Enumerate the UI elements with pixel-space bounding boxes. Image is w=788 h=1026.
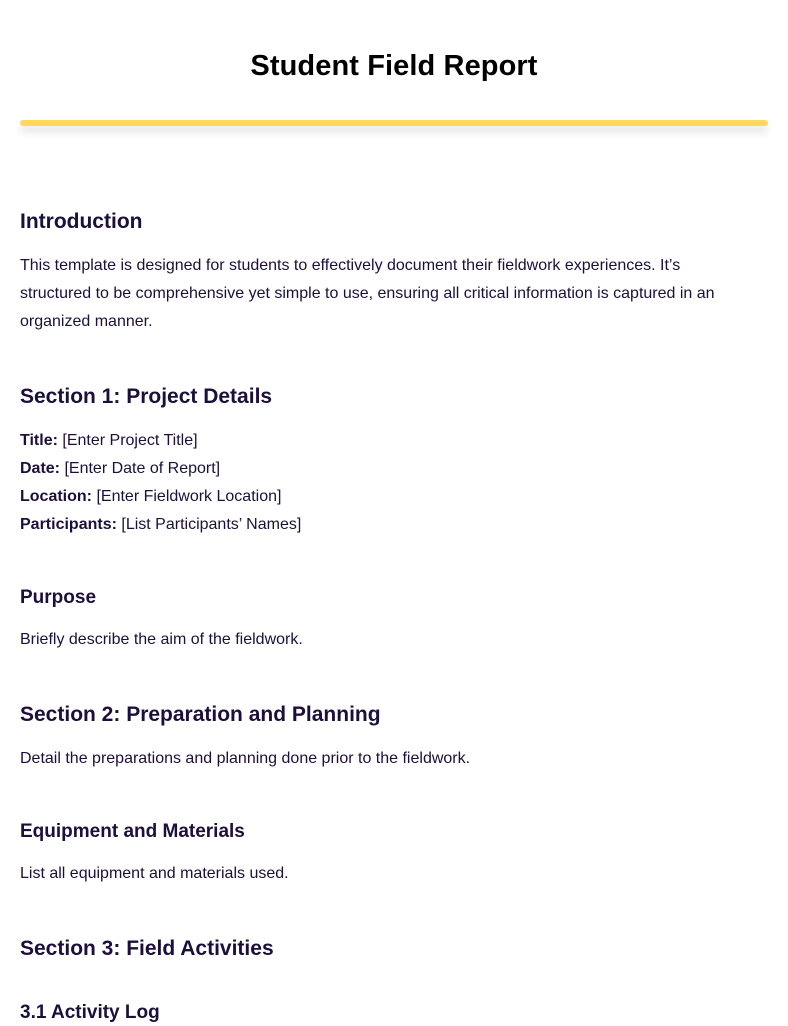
document-title: Student Field Report [250,50,538,82]
detail-row-participants [20,511,301,539]
project-details-list [20,427,301,539]
detail-row-location [20,483,301,511]
activity-log-heading: 3.1 Activity Log [20,1002,160,1023]
detail-label: Date: [20,460,61,477]
detail-value: [Enter Date of Report] [64,460,221,477]
detail-row-date [20,455,301,483]
section1-heading: Section 1: Project Details [20,385,273,408]
purpose-heading: Purpose [20,587,97,608]
detail-value: [Enter Fieldwork Location] [96,488,282,505]
detail-value: [List Participants’ Names] [121,516,302,533]
detail-label: Participants: [20,516,117,533]
equipment-text: List all equipment and materials used. [20,865,289,882]
section2-text: Detail the preparations and planning done prior to the fieldwork. [20,750,471,767]
introduction-heading: Introduction [20,210,143,233]
section2-heading: Section 2: Preparation and Planning [20,703,381,726]
detail-label: Location: [20,488,92,505]
detail-row-title [20,427,301,455]
section3-heading: Section 3: Field Activities [20,937,274,960]
introduction-text: This template is designed for students to effectively document their fieldwork experiences. It’s structured to be comprehensive yet simple to use, ensuring all critical information is captured in an organized manner. [20,257,715,330]
detail-label: Title: [20,432,58,449]
detail-value: [Enter Project Title] [62,432,198,449]
purpose-text: Briefly describe the aim of the fieldwork. [20,631,303,648]
equipment-heading: Equipment and Materials [20,821,245,842]
title-divider [20,120,768,126]
